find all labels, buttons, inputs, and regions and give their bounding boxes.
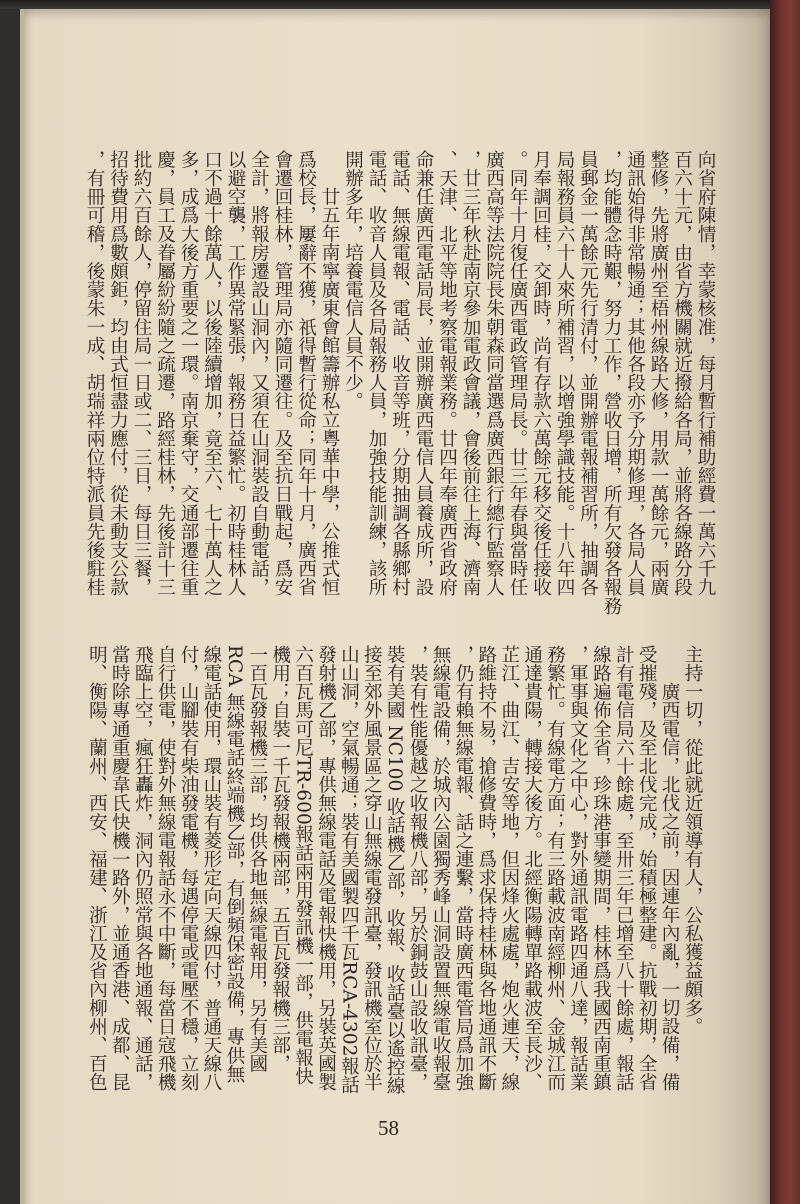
scan-top-edge <box>0 0 770 9</box>
text-column: 會遷回桂林，管理局亦隨同遷往。及至抗日戰起，爲安 <box>272 150 293 597</box>
text-column: 付，山腳裝有柴油發電機，每遇停電或電壓不穩，立刻 <box>178 645 200 1092</box>
text-column: 百六十元，由省方機關就近撥給各局，並將各線路分段 <box>671 150 693 597</box>
text-column: 機用；自裝一千瓦發報機兩部，五百瓦發報機三部， <box>269 645 291 1073</box>
text-column: ，軍事與文化之中心，對外通訊電路四通八達，報話業 <box>567 645 589 1092</box>
text-column: ，裝有性能優越之收報機八部，另於銅鼓山設收訊臺， <box>407 645 429 1092</box>
text-column: 。同年十月復任廣西電政管理局長。廿三年春與當時任 <box>507 150 528 597</box>
text-column: 通達貴陽，轉接大後方。北經衡陽轉單路載波至長沙、 <box>521 645 543 1092</box>
text-column: 命兼任廣西電話局長，並開辦廣西電信人員養成所，設 <box>413 150 434 597</box>
text-column: 芷江、曲江、吉安等地，但因烽火處處，炮火連天，線 <box>498 645 520 1092</box>
text-column: RCA 無線電話終端機乙部，有倒頻保密設備，專供無 <box>223 645 245 1084</box>
text-column: 無線電設備，於城內公園獨秀峰山洞設置無線電收報臺 <box>430 645 452 1092</box>
text-column: 山山洞，空氣暢通；裝有美國製四千瓦RCA-4302報話 <box>338 645 360 1094</box>
text-column: 一百瓦發報機三部，均供各地無線電報用，另有美國 <box>246 645 268 1073</box>
text-column: 員郵金一萬餘元先行清付，並開辦電報補習所，抽調各 <box>577 150 599 597</box>
text-column: ，仍有賴無線電報、話之連繫，當時廣西電管局爲加強 <box>452 645 474 1092</box>
text-column: 自行供電，使對外無線電報話永不中斷，每當日寇飛機 <box>155 645 177 1092</box>
text-column: 裝有美國 NC100 收話機乙部，收報、收話臺以遙控線 <box>384 645 406 1095</box>
text-column: ，廿三年秋赴南京參加電政會議，會後前往上海、濟南 <box>460 150 481 597</box>
text-column: 務繁忙。有線電方面；有三路載波南經柳州、金城江而 <box>544 645 566 1092</box>
text-column: 電話、收音人員及各局報務人員，加強技能訓練，該所 <box>366 150 387 597</box>
text-column: 受摧殘，及至北伐完成，始積極整建。抗戰初期，全省 <box>636 645 658 1092</box>
text-column: 接至郊外風景區之穿山無線電發訊臺，發訊機室位於半 <box>361 645 383 1092</box>
book-binding <box>770 0 800 1204</box>
text-column: 線路遍佈全省，珍珠港事變期間，桂林爲我國西南重鎮 <box>590 645 612 1092</box>
text-column: 發射機乙部，專供無線電話及電報快機用，另裝英國製 <box>315 645 337 1092</box>
text-column: 、天津、北平等地考察電報業務。廿四年奉廣西省政府 <box>436 150 458 597</box>
text-column: 主持一切，從此就近領導有人，公私獲益頗多。 <box>682 645 703 1036</box>
text-column: 線電話使用，環山裝有菱形定向天線四付，普通天線八 <box>200 645 222 1092</box>
text-column: 電話、無線電報、電話、收音等班，分期抽調各縣鄉村 <box>389 150 411 597</box>
text-column: 六百瓦馬可尼TR-600報話兩用發訊機一部，供電報快 <box>292 645 314 1086</box>
text-column: 當時除專通重慶韋氏快機一路外，並通香港、成都、昆 <box>109 645 131 1092</box>
text-column: 向省府陳情，幸蒙核准，每月暫行補助經費一萬六千九 <box>695 150 716 597</box>
text-column: ，有冊可稽，後蒙朱一成、胡瑞祥兩位特派員先後駐桂 <box>84 150 105 597</box>
upper-text-block <box>83 150 718 620</box>
paragraph-start-column: 廿五年南寧廣東會館籌辦私立粵華中學，公推式恒 <box>319 187 340 597</box>
text-column: 明、衡陽、蘭州、西安、福建、浙江及省內柳州、百色 <box>86 645 108 1092</box>
text-column: 多，成爲大後方重要之一環。南京棄守，交通部遷往重 <box>178 150 199 597</box>
text-column: 廣西高等法院院長朱朝森同當選爲廣西銀行總行監察人 <box>483 150 505 597</box>
page-number: 58 <box>378 1116 399 1140</box>
text-column: 以避空襲，工作異常緊張，報務日益繁忙。初時桂林人 <box>225 150 246 597</box>
text-column: 路維持不易，搶修費時，爲求保持桂林與各地通訊不斷 <box>475 645 497 1092</box>
text-column: 計有電信局六十餘處，至卅三年已增至八十餘處，報話 <box>613 645 635 1092</box>
text-column: ，均能體念時艱，努力工作，營收日增，所有欠發各報務 <box>601 150 622 615</box>
text-column: 飛臨上空，瘋狂轟炸，洞內仍照常與各地通報、通話， <box>132 645 154 1092</box>
text-column: 全計，將報房遷設山洞內，又須在山洞裝設自動電話， <box>248 150 270 597</box>
text-column: 整修，先將廣州至梧州線路大修，用款一萬餘元，兩廣 <box>648 150 669 597</box>
text-column: 通訊始得非常暢通；其他各段亦予分期修理，各局人員 <box>624 150 646 597</box>
text-column: 月奉調回桂，交卸時，尚有存款六萬餘元移交後任接收 <box>530 150 552 597</box>
text-column: 批約六百餘人，停留住局一日或二、三日，每日三餐， <box>131 150 152 597</box>
lower-text-block <box>85 645 703 1115</box>
text-column: 招待費用爲數頗鉅，均由式恒盡力應付，從未動支公款 <box>107 150 129 597</box>
text-column: 口不過十餘萬人，以後陸續增加，竟至六、七十萬人之 <box>201 150 223 597</box>
text-column: 開辦多年，培養電信人員不少。 <box>342 150 364 411</box>
text-column: 爲校長，屢辭不獲，祇得暫行從命；同年十月，廣西省 <box>295 150 317 597</box>
text-column: 慶，員工及眷屬紛紛隨之疏遷，路經桂林，先後計十三 <box>154 150 176 597</box>
text-column: 局報務員六十人來所補習，以增強學識技能。十八年四 <box>554 150 575 597</box>
paragraph-start-column: 廣西電信，北伐之前，因連年內亂，一切設備，備 <box>659 682 681 1092</box>
